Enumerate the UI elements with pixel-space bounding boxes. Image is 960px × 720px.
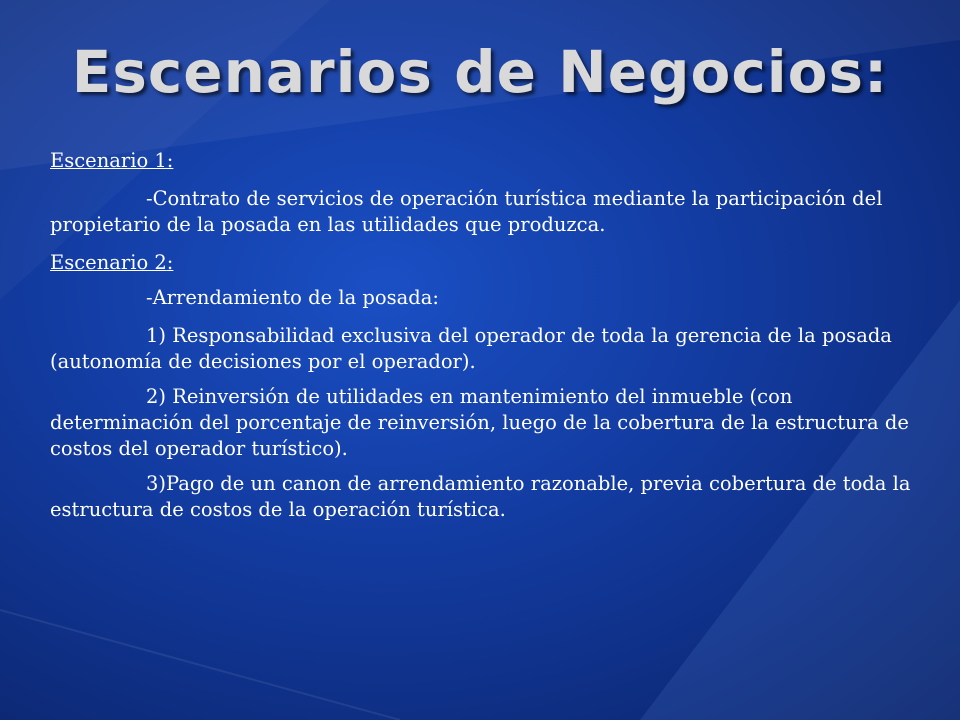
scenario-2-item-1: 1) Responsabilidad exclusiva del operador de toda la gerencia de la posada (autonomía de decisiones por el operador). (50, 324, 892, 373)
slide-body (50, 148, 912, 523)
scenario-2-heading: Escenario 2: (50, 251, 174, 274)
scenario-1-item: -Contrato de servicios de operación turística mediante la participación del propietario de la posada en las utilidades que produzca. (50, 187, 883, 236)
scenario-2-item-2: 2) Reinversión de utilidades en mantenimiento del inmueble (con determinación del porcentaje de reinversión, luego de la cobertura de la estructura de costos del operador turístico). (50, 385, 909, 460)
slide-title: Escenarios de Negocios: (71, 38, 889, 106)
scenario-2-item-3: 3)Pago de un canon de arrendamiento razonable, previa cobertura de toda la estructura de costos de la operación turística. (50, 472, 911, 521)
scenario-1-heading: Escenario 1: (50, 149, 174, 172)
scenario-2-intro: -Arrendamiento de la posada: (146, 286, 439, 309)
